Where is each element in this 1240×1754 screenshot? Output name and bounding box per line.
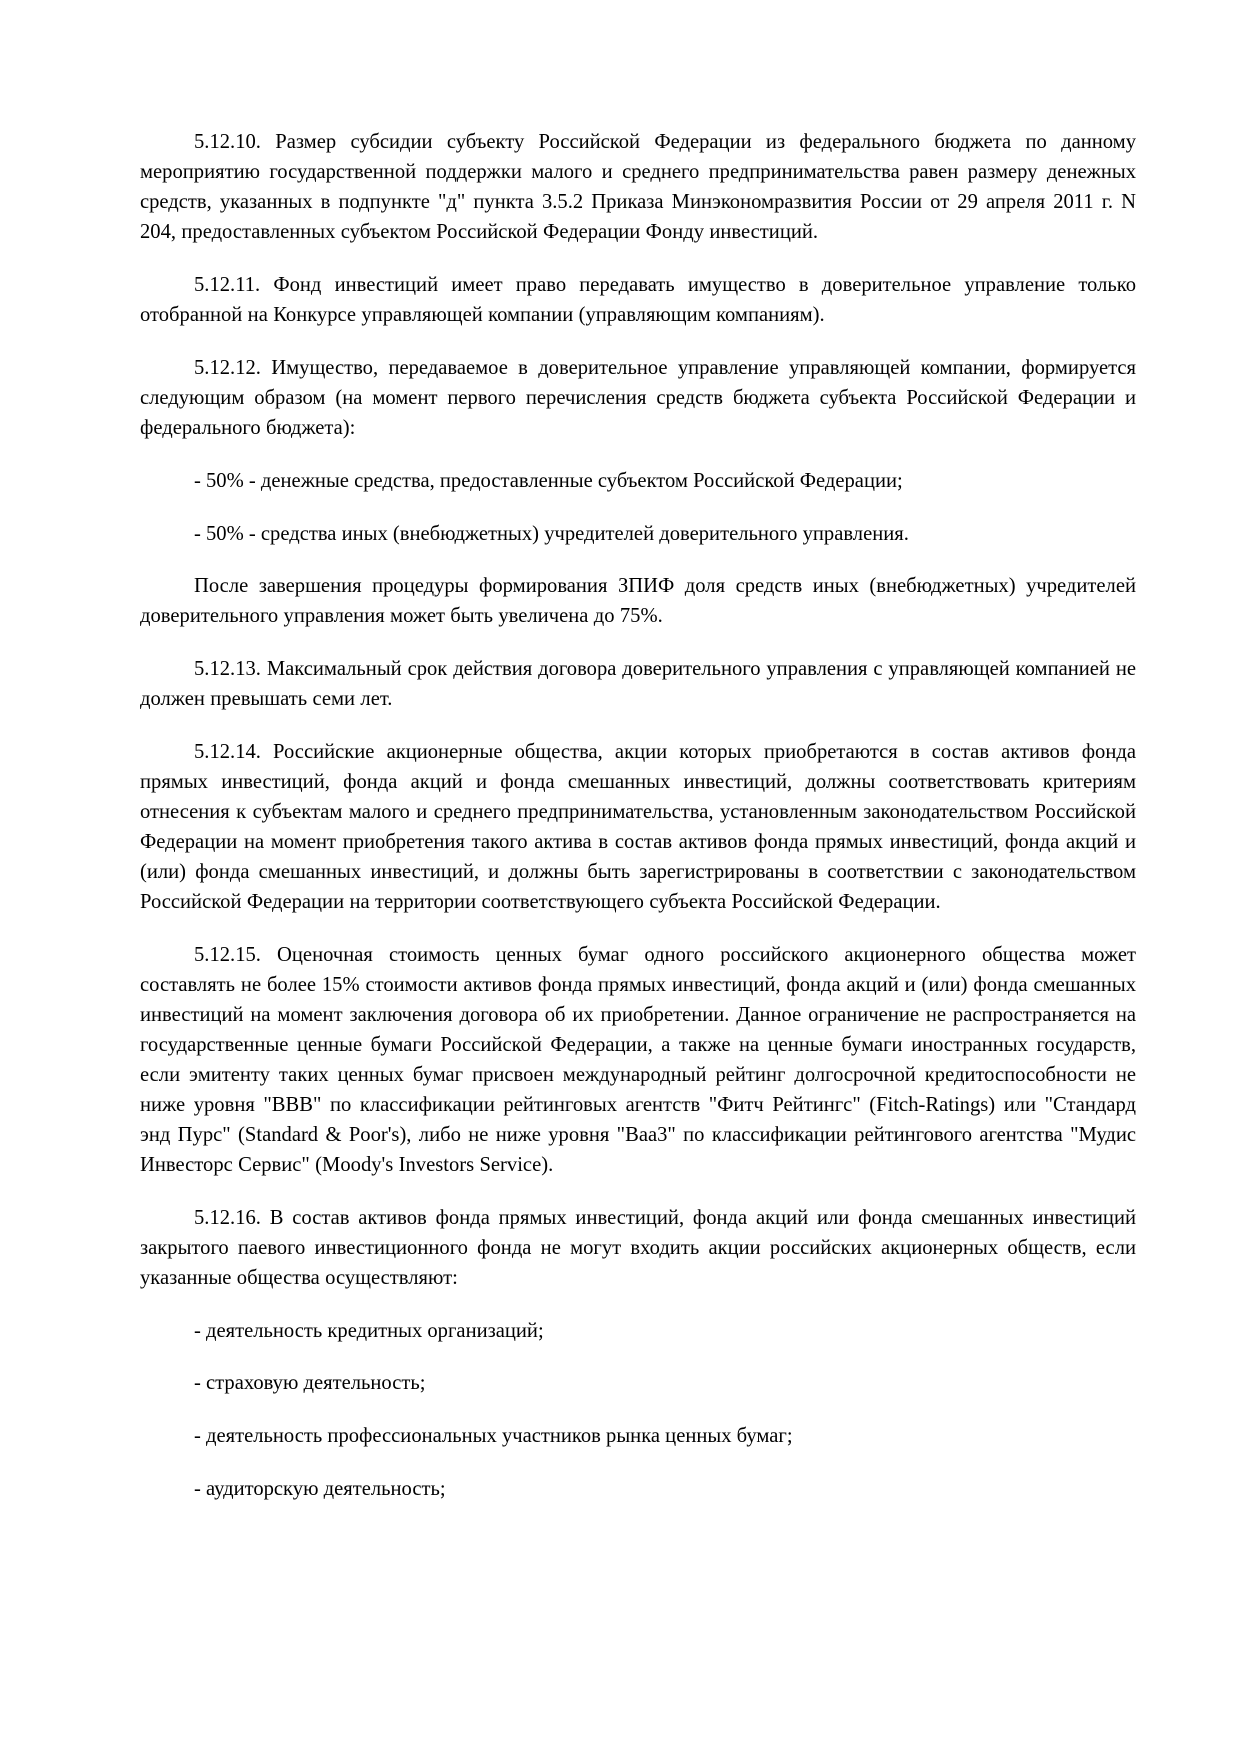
- bullet-50-percent-subject: - 50% - денежные средства, предоставленные субъектом Российской Федерации;: [194, 469, 903, 492]
- bullet-securities-market: - деятельность профессиональных участников рынка ценных бумаг;: [194, 1425, 793, 1448]
- bullet-credit-organizations: - деятельность кредитных организаций;: [194, 1319, 544, 1342]
- clause-5-12-15: 5.12.15. Оценочная стоимость ценных бумаг одного российского акционерного общества может составлять не более 15% стоимости активов фонда прямых инвестиций, фонда акций и (или) фонда смешанных инвестиций на момент заключения договора об их приобретении. Данное ограничение не распространяется на государственные ценные бумаги Российской Федерации, а также на ценные бумаги иностранных государств, если эмитенту таких ценных бумаг присвоен международный рейтинг долгосрочной кредитоспособности не ниже уровня "BBB" по классификации рейтинговых агентств "Фитч Рейтингс" (Fitch-Ratings) или "Стандард энд Пурс" (Standard & Poor's), либо не ниже уровня "Baa3" по классификации рейтингового агентства "Мудис Инвесторс Сервис" (Moody's Investors Service).: [140, 944, 1136, 1176]
- clause-5-12-16: 5.12.16. В состав активов фонда прямых инвестиций, фонда акций или фонда смешанных инвестиций закрытого паевого инвестиционного фонда не могут входить акции российских акционерных обществ, если указанные общества осуществляют:: [140, 1206, 1136, 1289]
- clause-5-12-10: 5.12.10. Размер субсидии субъекту Российской Федерации из федерального бюджета по данному мероприятию государственной поддержки малого и среднего предпринимательства равен размеру денежных средств, указанных в подпункте "д" пункта 3.5.2 Приказа Минэкономразвития России от 29 апреля 2011 г. N 204, предоставленных субъектом Российской Федерации Фонду инвестиций.: [140, 131, 1136, 243]
- document-body: [140, 128, 1136, 1505]
- paragraph-zpif-share: После завершения процедуры формирования ЗПИФ доля средств иных (внебюджетных) учредителей доверительного управления может быть увеличена до 75%.: [140, 575, 1136, 628]
- clause-5-12-13: 5.12.13. Максимальный срок действия договора доверительного управления с управляющей компанией не должен превышать семи лет.: [140, 658, 1136, 711]
- bullet-50-percent-other: - 50% - средства иных (внебюджетных) учредителей доверительного управления.: [194, 522, 909, 545]
- bullet-insurance: - страховую деятельность;: [194, 1372, 426, 1395]
- clause-5-12-14: 5.12.14. Российские акционерные общества, акции которых приобретаются в состав активов фонда прямых инвестиций, фонда акций и фонда смешанных инвестиций, должны соответствовать критериям отнесения к субъектам малого и среднего предпринимательства, установленным законодательством Российской Федерации на момент приобретения такого актива в состав активов фонда прямых инвестиций, фонда акций и (или) фонда смешанных инвестиций, и должны быть зарегистрированы в соответствии с законодательством Российской Федерации на территории соответствующего субъекта Российской Федерации.: [140, 741, 1136, 914]
- bullet-audit: - аудиторскую деятельность;: [194, 1478, 446, 1501]
- clause-5-12-11: 5.12.11. Фонд инвестиций имеет право передавать имущество в доверительное управление только отобранной на Конкурсе управляющей компании (управляющим компаниям).: [140, 273, 1136, 326]
- clause-5-12-12: 5.12.12. Имущество, передаваемое в доверительное управление управляющей компании, формируется следующим образом (на момент первого перечисления средств бюджета субъекта Российской Федерации и федерального бюджета):: [140, 356, 1136, 439]
